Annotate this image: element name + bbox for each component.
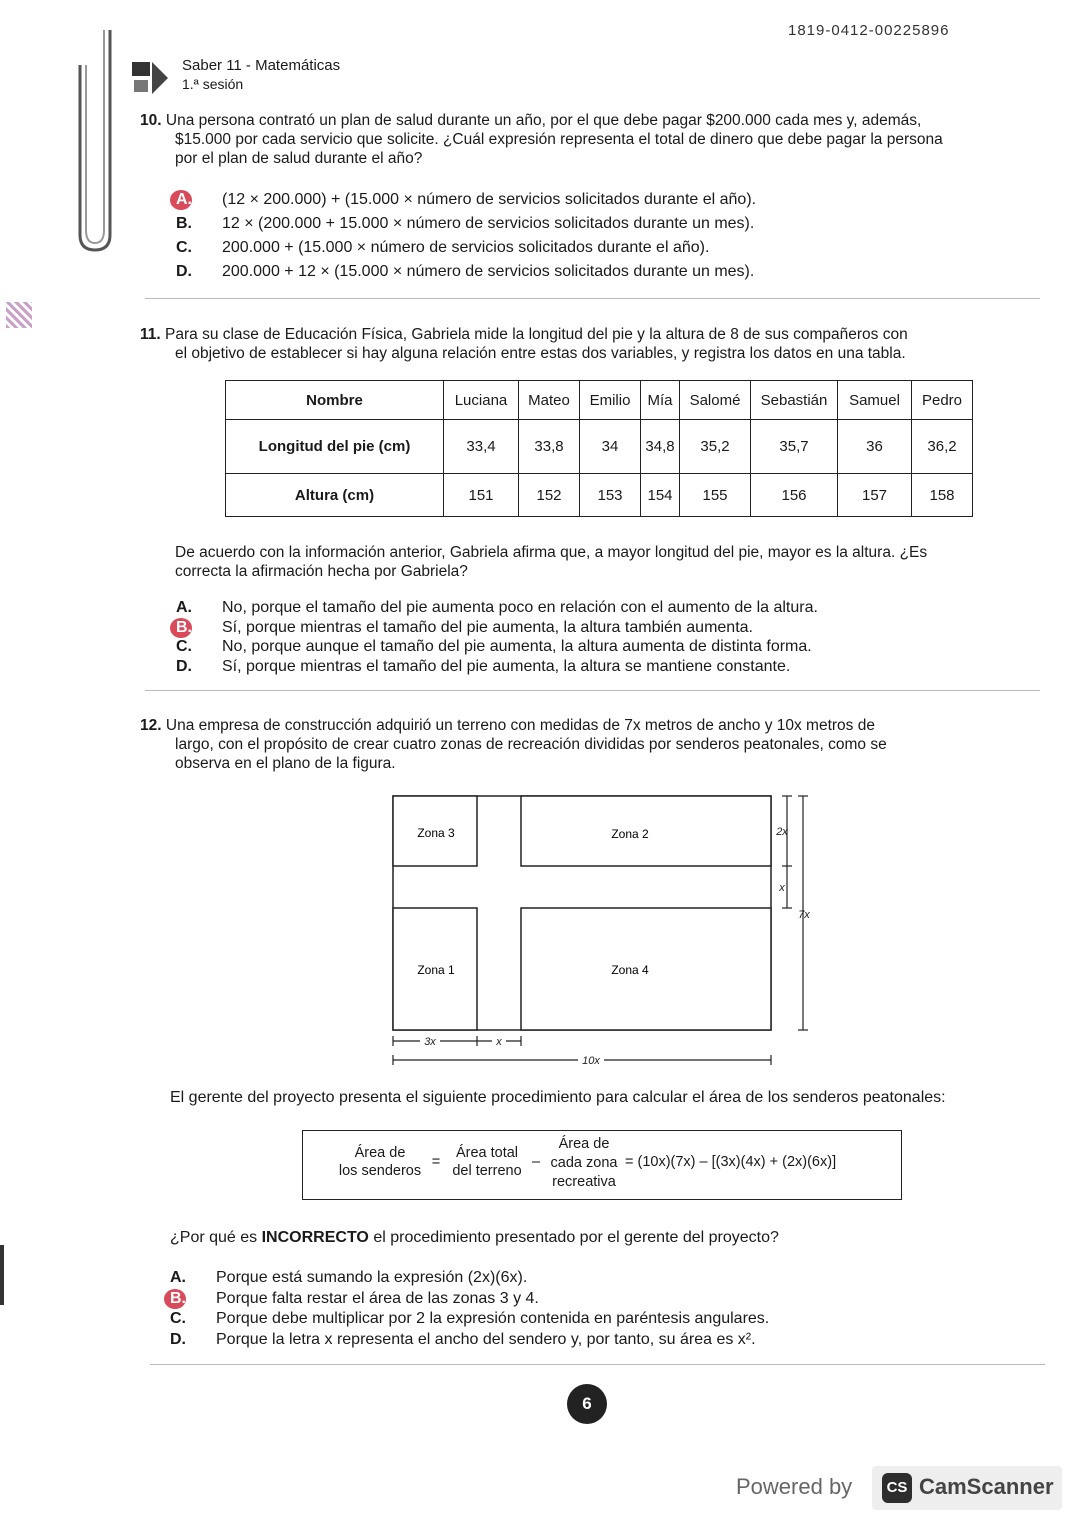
dim-x-horizontal-label: x	[496, 1036, 502, 1048]
margin-stamp-icon	[6, 302, 32, 328]
table-cell: 153	[580, 474, 641, 517]
powered-by-text: Powered by	[736, 1474, 853, 1499]
table-cell: 34	[580, 420, 641, 474]
divider	[150, 1364, 1045, 1365]
table-cell: Samuel	[838, 381, 912, 420]
formula-term	[325, 1144, 435, 1180]
option-letter: A.	[176, 599, 192, 616]
table-cell: 36	[838, 420, 912, 474]
option-letter: D.	[176, 657, 192, 675]
question-stem: Para su clase de Educación Física, Gabriela mide la longitud del pie y la altura de 8 de sus compañeros con	[165, 326, 908, 343]
option-text: Sí, porque mientras el tamaño del pie aumenta, la altura se mantiene constante.	[222, 657, 791, 675]
table-cell: 33,8	[519, 420, 580, 474]
dim-7x-label: 7x	[798, 909, 810, 921]
divider	[145, 298, 1040, 299]
table-header-cell: Longitud del pie (cm)	[226, 420, 444, 474]
question-11-prompt	[175, 543, 1035, 581]
dim-x-vertical-label: x	[779, 882, 785, 894]
data-table	[225, 380, 973, 517]
question-stem: el objetivo de establecer si hay alguna relación entre estas dos variables, y registra los datos en una tabla.	[175, 345, 906, 362]
question-12	[140, 716, 1032, 773]
formula-equals: =	[431, 1154, 441, 1170]
table-cell: Sebastián	[751, 381, 838, 420]
option-text: 200.000 + (15.000 × número de servicios solicitados durante el año).	[222, 239, 710, 256]
header-title: Saber 11 - Matemáticas	[182, 57, 341, 74]
formula-text: del terreno	[452, 1163, 522, 1179]
table-cell: 152	[519, 474, 580, 517]
question-stem: Una empresa de construcción adquirió un terreno con medidas de 7x metros de ancho y 10x metros de	[165, 717, 875, 734]
option-letter: C.	[176, 638, 192, 655]
option-letter: C.	[176, 239, 192, 256]
header-session: 1.ª sesión	[182, 76, 244, 92]
dim-2x-label: 2x	[776, 826, 788, 838]
formula-text: Área total	[455, 1145, 519, 1161]
option-letter: B.	[170, 1289, 186, 1307]
table-cell: 35,7	[751, 420, 838, 474]
option-letter: B.	[176, 215, 192, 232]
page-number: 6	[567, 1384, 607, 1424]
formula-minus: –	[531, 1154, 541, 1170]
table-cell: 36,2	[912, 420, 973, 474]
document-code: 1819-0412-00225896	[788, 22, 950, 39]
table-row	[226, 381, 973, 420]
question-stem: Una persona contrató un plan de salud durante un año, por el que debe pagar $200.000 cada mes y, además,	[165, 112, 922, 129]
table-cell: 34,8	[641, 420, 680, 474]
option-letter: B.	[176, 618, 192, 636]
formula-intro: El gerente del proyecto presenta el siguiente procedimiento para calcular el área de los senderos peatonales:	[170, 1089, 946, 1106]
formula-term	[541, 1135, 627, 1192]
dim-3x-label: 3x	[424, 1036, 436, 1048]
table-cell: 155	[680, 474, 751, 517]
zone-2-label: Zona 2	[611, 827, 649, 841]
option-text: Sí, porque mientras el tamaño del pie aumenta, la altura también aumenta.	[222, 618, 753, 636]
formula-text: cada zona	[550, 1155, 618, 1171]
formula-box	[302, 1130, 902, 1200]
question-12-prompt	[170, 1228, 1040, 1247]
zone-1-label: Zona 1	[417, 963, 455, 977]
option-letter: A.	[170, 1269, 186, 1286]
question-text: correcta la afirmación hecha por Gabriela?	[175, 563, 468, 580]
zone-4-label: Zona 4	[611, 963, 649, 977]
option-text: No, porque el tamaño del pie aumenta poco en relación con el aumento de la altura.	[222, 599, 818, 616]
question-stem: observa en el plano de la figura.	[175, 755, 396, 772]
table-cell: Pedro	[912, 381, 973, 420]
formula-rhs: = (10x)(7x) – [(3x)(4x) + (2x)(6x)]	[625, 1154, 837, 1170]
margin-mark-icon	[0, 1245, 12, 1305]
formula-term	[441, 1144, 533, 1180]
option-text: 200.000 + 12 × (15.000 × número de servicios solicitados durante un mes).	[222, 263, 755, 280]
option-text: Porque debe multiplicar por 2 la expresión contenida en paréntesis angulares.	[216, 1310, 770, 1327]
question-number: 10.	[140, 112, 162, 129]
question-10	[140, 111, 1032, 168]
table-cell: 154	[641, 474, 680, 517]
option-letter: A.	[176, 191, 192, 208]
table-cell: Luciana	[444, 381, 519, 420]
question-text: ¿Por qué es	[170, 1229, 262, 1246]
table-cell: Mateo	[519, 381, 580, 420]
binder-clip-icon	[60, 25, 120, 255]
option-letter: D.	[176, 263, 192, 280]
option-text: (12 × 200.000) + (15.000 × número de servicios solicitados durante el año).	[222, 191, 757, 208]
question-text: De acuerdo con la información anterior, Gabriela afirma que, a mayor longitud del pie, mayor es la altura. ¿Es	[175, 544, 928, 561]
table-cell: 35,2	[680, 420, 751, 474]
formula-text: los senderos	[338, 1163, 422, 1179]
question-11	[140, 325, 1032, 363]
option-text: Porque falta restar el área de las zonas 3 y 4.	[216, 1289, 539, 1307]
camscanner-brand: CamScanner	[919, 1474, 1054, 1499]
table-cell: 157	[838, 474, 912, 517]
option-text: Porque la letra x representa el ancho del sendero y, por tanto, su área es x².	[216, 1330, 756, 1348]
table-row	[226, 420, 973, 474]
table-row	[226, 474, 973, 517]
table-header-cell: Altura (cm)	[226, 474, 444, 517]
question-stem: por el plan de salud durante el año?	[175, 150, 423, 167]
formula-text: Área de	[558, 1136, 610, 1152]
icfes-logo-icon	[132, 58, 170, 96]
table-header-cell: Nombre	[226, 381, 444, 420]
camscanner-logo-icon: CS	[882, 1473, 912, 1503]
table-cell: 33,4	[444, 420, 519, 474]
terrain-plan-figure	[380, 788, 820, 1073]
dim-10x-label: 10x	[582, 1055, 600, 1067]
option-text: No, porque aunque el tamaño del pie aumenta, la altura aumenta de distinta forma.	[222, 638, 812, 655]
formula-text: recreativa	[552, 1174, 616, 1190]
zone-3-label: Zona 3	[417, 826, 455, 840]
table-cell: Emilio	[580, 381, 641, 420]
option-letter: D.	[170, 1330, 186, 1348]
option-text: Porque está sumando la expresión (2x)(6x).	[216, 1269, 528, 1286]
option-text: 12 × (200.000 + 15.000 × número de servicios solicitados durante un mes).	[222, 215, 755, 232]
question-number: 11.	[140, 326, 161, 343]
question-stem: largo, con el propósito de crear cuatro zonas de recreación divididas por senderos peatonales, como se	[175, 736, 887, 753]
table-cell: Salomé	[680, 381, 751, 420]
formula-text: Área de	[354, 1145, 406, 1161]
question-stem: $15.000 por cada servicio que solicite. ¿Cuál expresión representa el total de dinero que debe pagar la persona	[175, 131, 943, 148]
option-letter: C.	[170, 1310, 186, 1327]
question-text: el procedimiento presentado por el gerente del proyecto?	[368, 1229, 779, 1246]
table-cell: 151	[444, 474, 519, 517]
table-cell: 156	[751, 474, 838, 517]
question-emphasis: INCORRECTO	[261, 1229, 369, 1246]
table-cell: 158	[912, 474, 973, 517]
table-cell: Mía	[641, 381, 680, 420]
divider	[145, 690, 1040, 691]
question-number: 12.	[140, 717, 162, 734]
